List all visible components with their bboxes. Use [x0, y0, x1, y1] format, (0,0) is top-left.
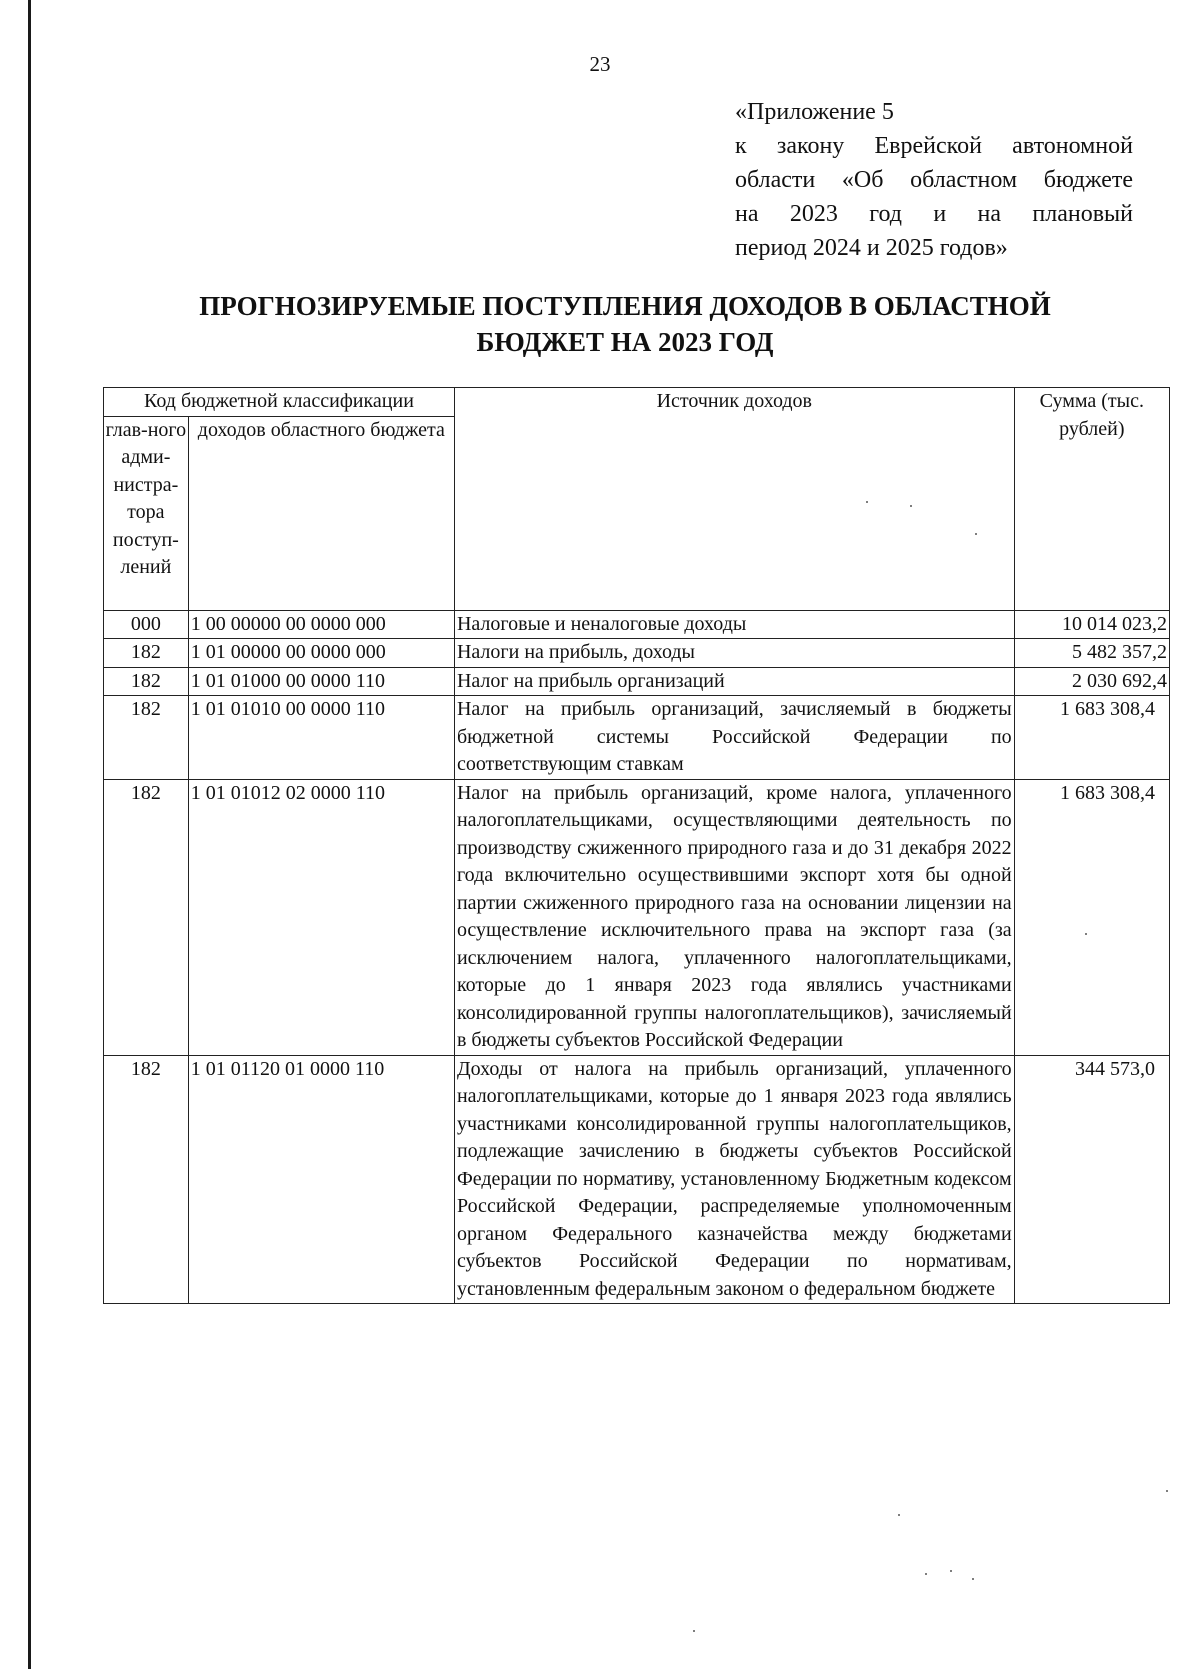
scan-speck: [975, 533, 977, 535]
scan-speck: [1166, 1490, 1168, 1492]
cell-admin: 182: [104, 667, 189, 696]
title-line-2: БЮДЖЕТ НА 2023 ГОД: [476, 327, 774, 357]
cell-admin: 182: [104, 696, 189, 780]
cell-source: Доходы от налога на прибыль организаций, уплаченного налогоплательщиками, которые до 1 января 2023 года являлись участниками консолидированной группы налогоплательщиков, подлежащие зачислению в бюджеты субъектов Российской Федерации по нормативу, установленному Бюджетным кодексом Российской Федерации, распределяемые уполномоченным органом Федерального казначейства между бюджетами субъектов Российской Федерации по нормативам, установленным федеральным законом о федеральном бюджете: [454, 1055, 1014, 1304]
appendix-line: к закону Еврейской автономной: [735, 133, 1133, 159]
table-row: [104, 696, 1170, 780]
cell-code: 1 01 01120 01 0000 110: [188, 1055, 454, 1304]
cell-source: Налоговые и неналоговые доходы: [454, 610, 1014, 639]
document-title: [120, 288, 1130, 360]
cell-admin: 182: [104, 1055, 189, 1304]
cell-admin: 000: [104, 610, 189, 639]
cell-sum: 5 482 357,2: [1014, 639, 1169, 668]
appendix-line: области «Об областном бюджете: [735, 167, 1133, 193]
cell-admin: 182: [104, 639, 189, 668]
header-sum: Сумма (тыс. рублей): [1014, 388, 1169, 611]
scan-speck: [866, 501, 868, 503]
scan-speck: [950, 1570, 952, 1572]
table-row: [104, 1055, 1170, 1304]
header-revenue: доходов областного бюджета: [188, 416, 454, 610]
table-row: [104, 779, 1170, 1055]
title-line-1: ПРОГНОЗИРУЕМЫЕ ПОСТУПЛЕНИЯ ДОХОДОВ В ОБЛАСТНОЙ: [199, 291, 1051, 321]
page-number: 23: [589, 52, 611, 76]
cell-code: 1 01 00000 00 0000 000: [188, 639, 454, 668]
table-row: [104, 667, 1170, 696]
appendix-line: «Приложение 5: [735, 99, 894, 125]
scan-speck: [1085, 933, 1087, 935]
table-row: [104, 639, 1170, 668]
scan-speck: [972, 1578, 974, 1580]
scan-speck: [898, 1514, 900, 1516]
cell-sum: 2 030 692,4: [1014, 667, 1169, 696]
appendix-note: [735, 95, 1133, 265]
cell-source: Налог на прибыль организаций, кроме налога, уплаченного налогоплательщиками, осуществляющими деятельность по производству сжиженного природного газа и до 31 декабря 2022 года включительно осуществившими экспорт хотя бы одной партии сжиженного природного газа на основании лицензии на осуществление исключительного права на экспорт газа (за исключением налога, уплаченного налогоплательщиками, которые до 1 января 2023 года являлись участниками консолидированной группы налогоплательщиков), зачисляемый в бюджеты субъектов Российской Федерации: [454, 779, 1014, 1055]
revenue-table: [103, 387, 1170, 1304]
cell-sum: 1 683 308,4: [1014, 779, 1169, 1055]
appendix-line: период 2024 и 2025 годов»: [735, 235, 1008, 261]
header-admin: [104, 416, 189, 610]
scan-edge-line: [28, 0, 31, 1669]
scan-speck: [910, 505, 912, 507]
cell-source: Налог на прибыль организаций, зачисляемый в бюджеты бюджетной системы Российской Федерации по соответствующим ставкам: [454, 696, 1014, 780]
cell-code: 1 01 01000 00 0000 110: [188, 667, 454, 696]
table-header-row: [104, 388, 1170, 417]
cell-sum: 344 573,0: [1014, 1055, 1169, 1304]
scan-speck: [693, 1630, 695, 1632]
header-admin-text: глав-ного адми-нистра-тора поступ-лений: [105, 418, 187, 578]
table-row: [104, 610, 1170, 639]
cell-code: 1 01 01012 02 0000 110: [188, 779, 454, 1055]
header-classification: Код бюджетной классификации: [104, 388, 455, 417]
cell-sum: 10 014 023,2: [1014, 610, 1169, 639]
cell-source: Налог на прибыль организаций: [454, 667, 1014, 696]
cell-sum: 1 683 308,4: [1014, 696, 1169, 780]
cell-code: 1 01 01010 00 0000 110: [188, 696, 454, 780]
header-source: Источник доходов: [454, 388, 1014, 611]
cell-code: 1 00 00000 00 0000 000: [188, 610, 454, 639]
appendix-line: на 2023 год и на плановый: [735, 201, 1133, 227]
cell-admin: 182: [104, 779, 189, 1055]
cell-source: Налоги на прибыль, доходы: [454, 639, 1014, 668]
scan-speck: [925, 1573, 927, 1575]
